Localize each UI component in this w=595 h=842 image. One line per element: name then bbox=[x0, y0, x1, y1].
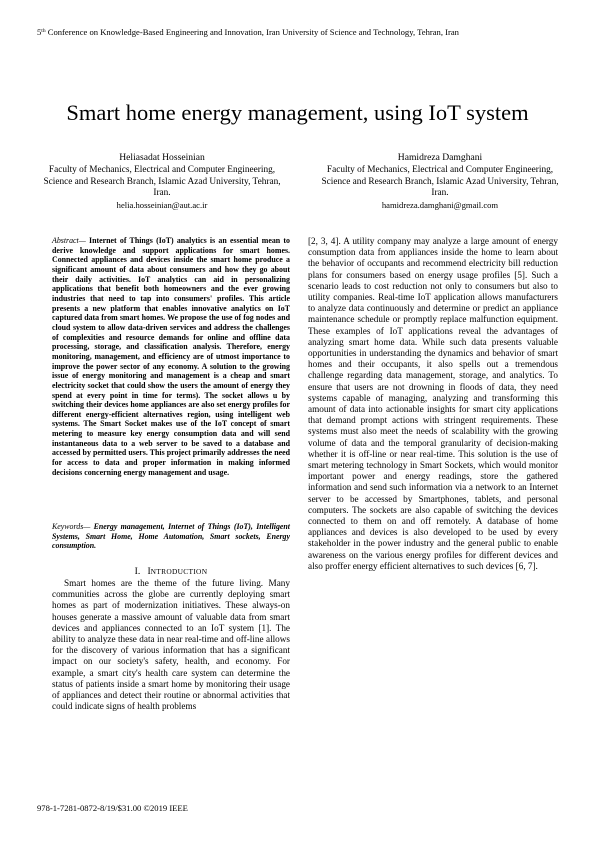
author-block-2 bbox=[320, 152, 560, 211]
introduction-paragraph: Smart homes are the theme of the future living. Many communities across the globe are currently deploying smart homes as part of modernization initiatives. These always-on houses generate a massive amount of valuable data from smart devices and appliances connected to an IoT system [1]. The ability to analyze these data in near real-time and off-line allows for the discovery of various information that has a significant impact on our society's safety, health, and economy. For example, a smart city's health care system can determine the status of patients inside a smart home by monitoring their usage of appliances and detect their routine or abnormal activities that could indicate signs of health problems bbox=[52, 578, 290, 712]
paper-title: Smart home energy management, using IoT system bbox=[66, 100, 529, 125]
section-numeral: I. bbox=[134, 566, 141, 577]
section-title-initial: I bbox=[147, 566, 151, 577]
abstract bbox=[52, 236, 290, 477]
author-block-1 bbox=[42, 152, 282, 211]
section-heading bbox=[52, 566, 290, 577]
conference-number: 5 bbox=[37, 27, 42, 37]
copyright-footer: 978-1-7281-0872-8/19/$31.00 ©2019 IEEE bbox=[37, 803, 188, 813]
conference-ordinal-suffix: th bbox=[41, 28, 46, 34]
keywords-text: Energy management, Internet of Things (IoT), Intelligent Systems, Smart Home, Home Automation, Smart sockets, Energy consumption. bbox=[52, 522, 290, 551]
keywords-label: Keywords— bbox=[52, 522, 91, 531]
section-title-rest: NTRODUCTION bbox=[150, 567, 208, 576]
author-affiliation: Faculty of Mechanics, Electrical and Computer Engineering, Science and Research Branch, Islamic Azad University, Tehran, Iran. bbox=[321, 165, 559, 199]
author-name: Heliasadat Hosseinian bbox=[119, 152, 205, 163]
abstract-text: Internet of Things (IoT) analytics is an essential mean to derive knowledge and support applications for smart homes. Connected appliances and devices inside the smart home produce a significant amount of data about consumers and how they go about their daily activities. IoT analytics can aid in personalizing applications that benefit both homeowners and the ever growing industries that need to tap into consumers' profiles. This article presents a new platform that enables innovative analytics on IoT captured data from smart homes. We propose the use of fog nodes and cloud system to allow data-driven services and address the challenges of complexities and resource demands for online and offline data processing, storage, and classification analysis. Therefore, energy monitoring, management, and efficiency are of utmost importance to improve the power sector of any economy. A solution to the growing issue of energy monitoring and management is a cheap and smart electricity socket that could show the users the amount of energy they spend at every point in time for terms). The socket allows u by switching their devices home appliances are also set energy profiles for different energy-efficient alternatives region, using intelligent web systems. The Smart Socket makes use of the IoT concept of smart metering to measure key energy consumption data and will send instantaneous data to a web server to be saved to a database and accessed by permitted users. This project primarily addresses the need for access to data and proper information in making informed decisions concerning energy management and usage. bbox=[52, 236, 290, 477]
abstract-label: Abstract— bbox=[52, 236, 86, 245]
right-column bbox=[308, 236, 558, 572]
conference-header bbox=[37, 27, 459, 37]
right-column-paragraph: [2, 3, 4]. A utility company may analyze a large amount of energy consumption data from appliances inside the home to learn about the behavior of occupants and recommend electricity bill reduction plans for consumers based on energy usage profiles [5]. Such a scenario leads to cost reduction not only to consumers but also to utility companies. Real-time IoT application allows manufacturers to analyze data continuously and determine or predict an appliance maintenance schedule or promptly replace malfunction equipment. These examples of IoT applications reveal the advantages of analyzing smart home data. While such data presents valuable opportunities in understanding the dynamics and behavior of smart homes and their occupants, it also spells out a tremendous challenge regarding data management, storage, and analytics. To ensure that users are not drowning in floods of data, they need systems capable of managing, analyzing and transforming this amount of data into actionable insights for smart city applications that demand prompt actions with stringent requirements. These systems must also meet the needs of scalability with the growing volume of data and the temporal granularity of decision-making whether it is off-line or near real-time. This solution is the use of smart metering technology in Smart Sockets, which would monitor important power and energy readings, store the gathered information and send such information via a network to an Internet server to be accessed by Smartphones, tablets, and personal computers. The sockets are also capable of switching the devices connected to them on and off remotely. A database of home appliances and devices is also developed to be used by every stakeholder in the power industry and the general public to enable awareness on the various energy profiles for different devices and also proffer energy efficient alternatives to such devices [6, 7]. bbox=[308, 236, 558, 571]
introduction-column bbox=[52, 578, 290, 712]
author-name: Hamidreza Damghani bbox=[397, 152, 483, 163]
author-affiliation: Faculty of Mechanics, Electrical and Computer Engineering, Science and Research Branch, Islamic Azad University, Tehran, Iran. bbox=[43, 165, 281, 199]
author-email: hamidreza.damghani@gmail.com bbox=[381, 199, 499, 210]
keywords bbox=[52, 522, 290, 551]
author-email: helia.hosseinian@aut.ac.ir bbox=[116, 199, 208, 210]
conference-name: Conference on Knowledge-Based Engineering and Innovation, Iran University of Science and Technology, Tehran, Iran bbox=[45, 27, 459, 37]
